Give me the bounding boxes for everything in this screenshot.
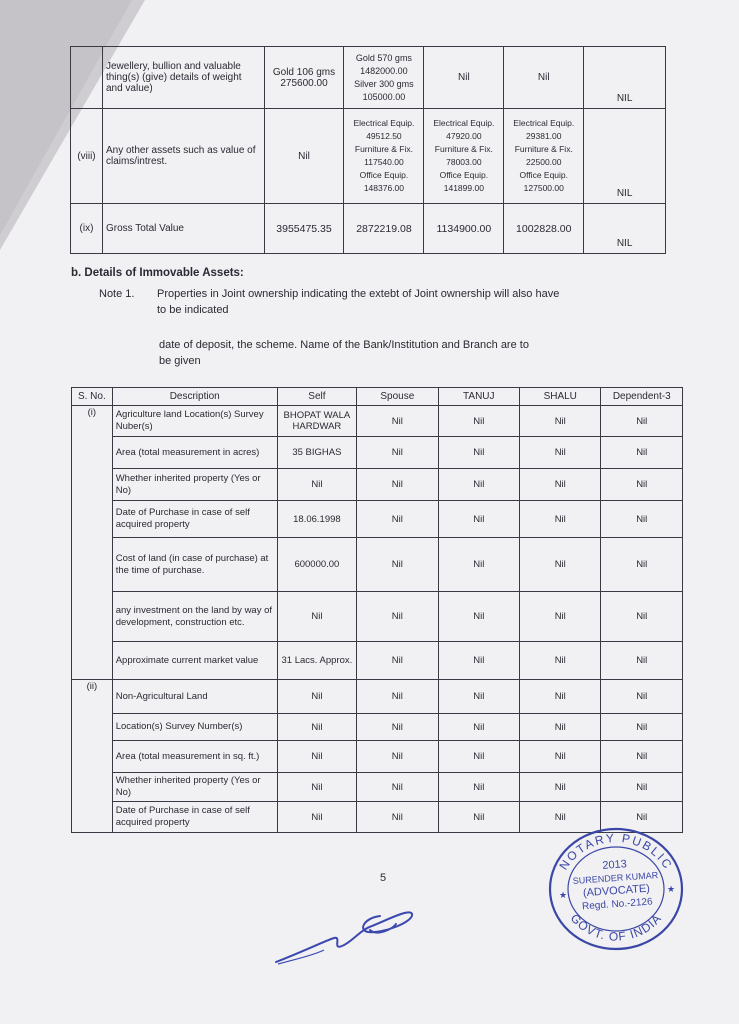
table-row bbox=[72, 714, 683, 741]
cell-self: Nil bbox=[277, 802, 356, 833]
stamp-center-text bbox=[564, 856, 667, 915]
cell-self: Nil bbox=[277, 592, 356, 642]
cell-tanuj: Nil bbox=[424, 47, 504, 109]
cell-self: Nil bbox=[264, 109, 344, 204]
stamp-title: (ADVOCATE) bbox=[582, 882, 651, 900]
cell-spouse: Nil bbox=[357, 469, 438, 501]
cell-shalu: Nil bbox=[520, 469, 601, 501]
table-row bbox=[72, 592, 683, 642]
cell-tanuj: Nil bbox=[438, 773, 519, 802]
cell-shalu: Electrical Equip. 29381.00 Furniture & Fix. 22500.00 Office Equip. 127500.00 bbox=[504, 109, 584, 204]
cell-spouse: Gold 570 gms 1482000.00 Silver 300 gms 105000.00 bbox=[344, 47, 424, 109]
section-heading: b. Details of Immovable Assets: bbox=[71, 267, 244, 279]
note-text-continued: to be indicated bbox=[157, 304, 229, 316]
table-row bbox=[71, 109, 666, 204]
cell-self: 31 Lacs. Approx. bbox=[277, 642, 356, 680]
cell-dependent: Nil bbox=[601, 406, 683, 437]
cell-spouse: Nil bbox=[357, 741, 438, 773]
immovable-assets-table bbox=[71, 387, 683, 833]
cell-self: Nil bbox=[277, 773, 356, 802]
cell-dependent: Nil bbox=[601, 773, 683, 802]
stamp-year: 2013 bbox=[601, 858, 628, 872]
header-tanuj: TANUJ bbox=[438, 388, 519, 406]
cell-tanuj: Nil bbox=[438, 714, 519, 741]
table-row bbox=[72, 773, 683, 802]
cell-shalu: Nil bbox=[520, 773, 601, 802]
cell-shalu: Nil bbox=[520, 538, 601, 592]
header-shalu: SHALU bbox=[520, 388, 601, 406]
cell-tanuj: Nil bbox=[438, 802, 519, 833]
row-description: Approximate current market value bbox=[112, 642, 277, 680]
cell-dependent: Nil bbox=[601, 501, 683, 538]
cell-spouse: Nil bbox=[357, 538, 438, 592]
header-dependent: Dependent-3 bbox=[601, 388, 683, 406]
stamp-bottom-arc: GOVT. OF INDIA bbox=[567, 911, 665, 944]
cell-shalu: Nil bbox=[520, 680, 601, 714]
cell-tanuj: 1134900.00 bbox=[424, 204, 504, 254]
row-description: Area (total measurement in acres) bbox=[112, 437, 277, 469]
cell-tanuj: Nil bbox=[438, 469, 519, 501]
table-row bbox=[72, 642, 683, 680]
cell-spouse: 2872219.08 bbox=[344, 204, 424, 254]
row-description: Agriculture land Location(s) Survey Nuber(s) bbox=[112, 406, 277, 437]
cell-tanuj: Nil bbox=[438, 642, 519, 680]
cell-spouse: Nil bbox=[357, 802, 438, 833]
header-sno: S. No. bbox=[72, 388, 113, 406]
cell-spouse: Nil bbox=[357, 773, 438, 802]
cell-dependent: NIL bbox=[584, 204, 666, 254]
table-row bbox=[72, 680, 683, 714]
cell-self: Nil bbox=[277, 741, 356, 773]
table-row bbox=[72, 538, 683, 592]
cell-dependent: NIL bbox=[584, 109, 666, 204]
table-row bbox=[72, 501, 683, 538]
cell-shalu: Nil bbox=[520, 501, 601, 538]
table-row bbox=[72, 437, 683, 469]
row-description: Any other assets such as value of claims/intrest. bbox=[102, 109, 264, 204]
cell-shalu: Nil bbox=[520, 592, 601, 642]
svg-text:GOVT. OF INDIA bbox=[568, 911, 665, 944]
header-spouse: Spouse bbox=[357, 388, 438, 406]
note-text: Properties in Joint ownership indicating the extebt of Joint ownership will also have bbox=[157, 288, 560, 300]
cell-tanuj: Nil bbox=[438, 406, 519, 437]
cell-spouse: Nil bbox=[357, 680, 438, 714]
row-description: Whether inherited property (Yes or No) bbox=[112, 469, 277, 501]
cell-spouse: Electrical Equip. 49512.50 Furniture & Fix. 117540.00 Office Equip. 148376.00 bbox=[344, 109, 424, 204]
row-description: Whether inherited property (Yes or No) bbox=[112, 773, 277, 802]
header-self: Self bbox=[277, 388, 356, 406]
cell-spouse: Nil bbox=[357, 406, 438, 437]
cell-shalu: Nil bbox=[520, 741, 601, 773]
cell-tanuj: Nil bbox=[438, 437, 519, 469]
cell-dependent: Nil bbox=[601, 714, 683, 741]
cell-tanuj: Electrical Equip. 47920.00 Furniture & Fix. 78003.00 Office Equip. 141899.00 bbox=[424, 109, 504, 204]
cell-dependent: Nil bbox=[601, 469, 683, 501]
cell-dependent: NIL bbox=[584, 47, 666, 109]
cell-self: Gold 106 gms 275600.00 bbox=[264, 47, 344, 109]
row-description: any investment on the land by way of development, construction etc. bbox=[112, 592, 277, 642]
cell-dependent: Nil bbox=[601, 741, 683, 773]
stamp-regd: Regd. No.-2126 bbox=[581, 896, 653, 913]
table-row bbox=[71, 47, 666, 109]
row-description: Non-Agricultural Land bbox=[112, 680, 277, 714]
cell-dependent: Nil bbox=[601, 802, 683, 833]
deposit-note bbox=[159, 337, 619, 369]
table-row bbox=[72, 406, 683, 437]
stamp-name: SURENDER KUMAR bbox=[572, 870, 659, 886]
row-sno: (ii) bbox=[72, 680, 113, 833]
row-sno: (viii) bbox=[71, 109, 103, 204]
deposit-text: date of deposit, the scheme. Name of the Bank/Institution and Branch are to bbox=[159, 339, 529, 351]
cell-self: Nil bbox=[277, 680, 356, 714]
cell-tanuj: Nil bbox=[438, 592, 519, 642]
cell-self: 18.06.1998 bbox=[277, 501, 356, 538]
cell-shalu: Nil bbox=[520, 406, 601, 437]
cell-dependent: Nil bbox=[601, 642, 683, 680]
immovable-table-body bbox=[72, 406, 683, 833]
table-row bbox=[71, 204, 666, 254]
cell-shalu: 1002828.00 bbox=[504, 204, 584, 254]
row-sno bbox=[71, 47, 103, 109]
cell-shalu: Nil bbox=[520, 642, 601, 680]
cell-self: Nil bbox=[277, 714, 356, 741]
row-sno: (i) bbox=[72, 406, 113, 680]
deposit-text-continued: be given bbox=[159, 355, 201, 367]
table-row bbox=[72, 469, 683, 501]
row-description: Area (total measurement in sq. ft.) bbox=[112, 741, 277, 773]
cell-dependent: Nil bbox=[601, 538, 683, 592]
cell-tanuj: Nil bbox=[438, 501, 519, 538]
signature bbox=[272, 900, 422, 970]
row-description: Cost of land (in case of purchase) at the time of purchase. bbox=[112, 538, 277, 592]
cell-self: Nil bbox=[277, 469, 356, 501]
cell-dependent: Nil bbox=[601, 437, 683, 469]
row-sno: (ix) bbox=[71, 204, 103, 254]
cell-self: BHOPAT WALA HARDWAR bbox=[277, 406, 356, 437]
table-header-row bbox=[72, 388, 683, 406]
row-description: Date of Purchase in case of self acquired property bbox=[112, 802, 277, 833]
cell-spouse: Nil bbox=[357, 714, 438, 741]
header-description: Description bbox=[112, 388, 277, 406]
stamp-top-arc: NOTARY PUBLIC bbox=[556, 830, 676, 873]
cell-spouse: Nil bbox=[357, 501, 438, 538]
star-icon: ★ bbox=[559, 890, 568, 900]
cell-self: 600000.00 bbox=[277, 538, 356, 592]
note-label: Note 1. bbox=[99, 288, 135, 300]
cell-shalu: Nil bbox=[520, 714, 601, 741]
cell-tanuj: Nil bbox=[438, 538, 519, 592]
cell-spouse: Nil bbox=[357, 642, 438, 680]
movable-assets-table bbox=[70, 46, 666, 254]
page-number: 5 bbox=[380, 872, 387, 884]
cell-dependent: Nil bbox=[601, 680, 683, 714]
cell-spouse: Nil bbox=[357, 592, 438, 642]
row-description: Location(s) Survey Number(s) bbox=[112, 714, 277, 741]
star-icon: ★ bbox=[667, 884, 676, 894]
cell-shalu: Nil bbox=[520, 437, 601, 469]
cell-shalu: Nil bbox=[504, 47, 584, 109]
row-description: Gross Total Value bbox=[102, 204, 264, 254]
cell-self: 3955475.35 bbox=[264, 204, 344, 254]
cell-dependent: Nil bbox=[601, 592, 683, 642]
cell-tanuj: Nil bbox=[438, 680, 519, 714]
cell-self: 35 BIGHAS bbox=[277, 437, 356, 469]
cell-spouse: Nil bbox=[357, 437, 438, 469]
row-description: Jewellery, bullion and valuable thing(s) (give) details of weight and value) bbox=[102, 47, 264, 109]
cell-tanuj: Nil bbox=[438, 741, 519, 773]
row-description: Date of Purchase in case of self acquired property bbox=[112, 501, 277, 538]
cell-shalu: Nil bbox=[520, 802, 601, 833]
note-1 bbox=[99, 286, 639, 318]
table-row bbox=[72, 741, 683, 773]
